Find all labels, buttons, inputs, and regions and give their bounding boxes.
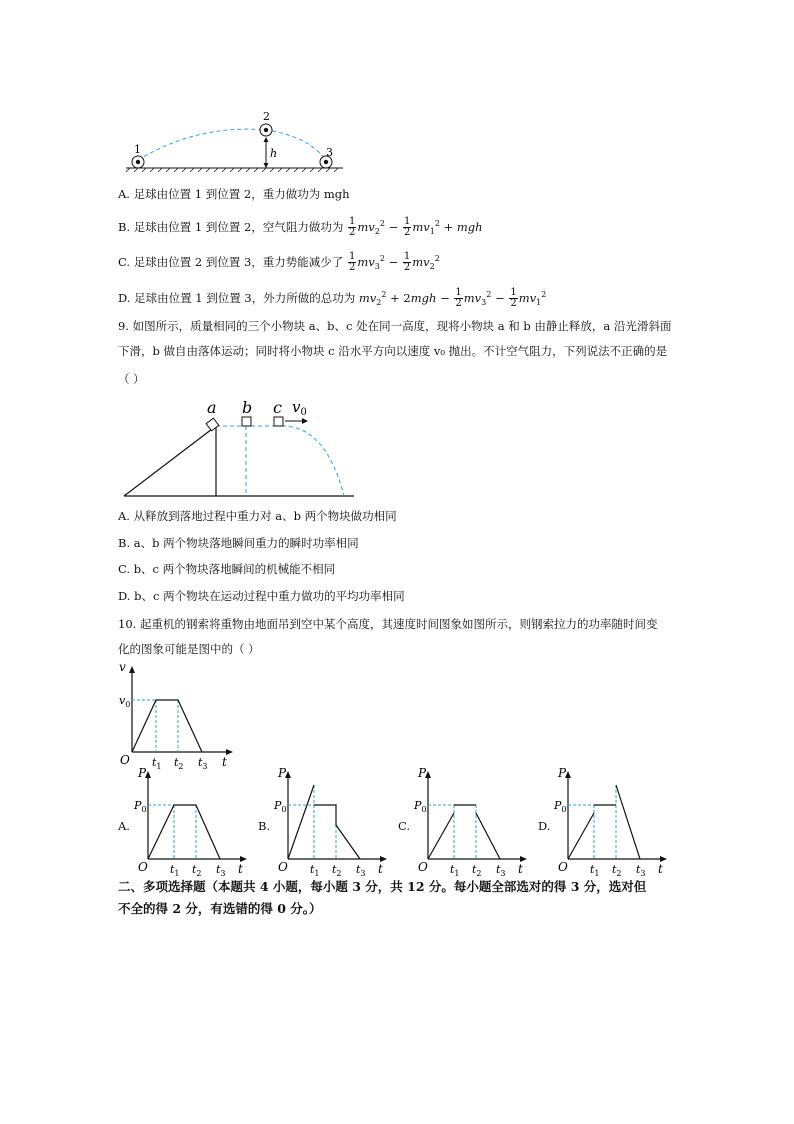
q10-option-a-letter: A. bbox=[118, 819, 130, 833]
svg-text:O: O bbox=[278, 860, 288, 874]
svg-text:t1: $t_1$ bbox=[450, 863, 460, 878]
label-v0: $v_0$ bbox=[292, 398, 307, 418]
fraction-half: $\frac{1}{2}$ bbox=[403, 216, 411, 239]
svg-text:O: O bbox=[138, 860, 148, 874]
position-label-2: 2 bbox=[263, 110, 270, 123]
q10-option-b-graph bbox=[274, 765, 398, 878]
q9-answer-paren: （ ） bbox=[118, 372, 145, 386]
svg-text:P: P bbox=[558, 766, 567, 780]
x-tick-t3: $t_3$ bbox=[198, 756, 208, 771]
svg-text:t3: $t_3$ bbox=[216, 863, 226, 878]
label-c: c bbox=[273, 398, 282, 417]
q8-option-b: B. 足球由位置 1 到位置 2，空气阻力做功为 $\frac{1}{2}$ $mv_2^2$ − $\frac{1}{2}$ $mv_1^2$ + mgh bbox=[118, 216, 483, 239]
velocity-curve bbox=[132, 700, 202, 752]
svg-text:t1: $t_1$ bbox=[590, 863, 600, 878]
svg-text:t2: $t_2$ bbox=[472, 863, 482, 878]
svg-text:t2: $t_2$ bbox=[192, 863, 202, 878]
svg-text:P0: $P_0$ bbox=[554, 799, 567, 814]
height-arrow-head-top bbox=[264, 137, 269, 142]
q9-stem-line1: 9. 如图所示，质量相同的三个小物块 a、b、c 处在同一高度，现将小物块 a 和 b 由静止释放，a 沿光滑斜面 bbox=[118, 319, 672, 333]
q9-incline-figure bbox=[118, 396, 358, 500]
q10-vt-graph bbox=[118, 660, 238, 770]
q9-option-c: C. b、c 两个物块落地瞬间的机械能不相同 bbox=[118, 562, 336, 576]
block-b bbox=[242, 417, 251, 426]
power-curve-c-rise bbox=[428, 813, 454, 859]
svg-text:P0: $P_0$ bbox=[134, 799, 147, 814]
svg-text:t3: $t_3$ bbox=[636, 863, 646, 878]
ball-trajectory-dashed bbox=[138, 129, 326, 160]
svg-text:t1: $t_1$ bbox=[310, 863, 320, 878]
q10-option-a-graph bbox=[134, 765, 258, 878]
label-a: a bbox=[207, 398, 217, 417]
svg-text:O: O bbox=[418, 860, 428, 874]
svg-text:P0: $P_0$ bbox=[274, 799, 287, 814]
svg-text:P: P bbox=[138, 766, 147, 780]
x-axis-label: t bbox=[222, 755, 227, 769]
section2-heading-line1: 二、多项选择题（本题共 4 小题，每小题 3 分，共 12 分。每小题全部选对的得 3 分，选对但 bbox=[118, 879, 647, 894]
position-label-3: 3 bbox=[326, 146, 333, 159]
incline-triangle bbox=[124, 426, 216, 496]
q8-option-b-text: B. 足球由位置 1 到位置 2，空气阻力做功为 bbox=[118, 219, 344, 234]
svg-text:t: t bbox=[238, 862, 243, 876]
height-label: h bbox=[270, 147, 278, 160]
football-trajectory-figure bbox=[118, 110, 358, 172]
fraction-half: $\frac{1}{2}$ bbox=[348, 251, 356, 274]
fraction-half: $\frac{1}{2}$ bbox=[510, 287, 517, 310]
q10-option-b-letter: B. bbox=[258, 819, 271, 833]
q10-stem-line1: 10. 起重机的钢索将重物由地面吊到空中某个高度，其速度时间图象如图所示，则钢索拉力的功率随时间变 bbox=[118, 617, 658, 631]
q10-stem-line2: 化的图象可能是图中的（ ） bbox=[118, 642, 260, 656]
q10-option-d-letter: D. bbox=[538, 819, 551, 833]
q9-option-a: A. 从释放到落地过程中重力对 a、b 两个物块做功相同 bbox=[118, 509, 397, 523]
power-curve-b-rest bbox=[314, 805, 360, 859]
q10-option-d-graph bbox=[554, 765, 678, 878]
q9-option-d: D. b、c 两个物块在运动过程中重力做功的平均功率相同 bbox=[118, 589, 405, 603]
q9-option-b: B. a、b 两个物块落地瞬间重力的瞬时功率相同 bbox=[118, 536, 359, 550]
x-axis-arrow bbox=[226, 749, 233, 755]
origin-label: O bbox=[120, 753, 130, 767]
q10-option-c-letter: C. bbox=[398, 819, 411, 833]
q8-option-c: C. 足球由位置 2 到位置 3，重力势能减少了 $\frac{1}{2}$ $mv_3^2$ − $\frac{1}{2}$ $mv_2^2$ bbox=[118, 251, 440, 274]
svg-text:P: P bbox=[418, 766, 427, 780]
block-c bbox=[274, 417, 283, 426]
c-projectile-dashed-curve bbox=[282, 426, 344, 496]
q8-option-d: D. 足球由位置 1 到位置 3，外力所做的总功为 $mv_2^2 + 2mgh$ − $\frac{1}{2}$ $mv_3^2$ − $\frac{1}{2}$ $mv_1^2$ bbox=[118, 287, 547, 310]
height-arrow-head-bottom bbox=[264, 163, 269, 168]
svg-text:P: P bbox=[278, 766, 287, 780]
svg-text:t: t bbox=[378, 862, 383, 876]
svg-text:t: t bbox=[658, 862, 663, 876]
x-tick-t1: $t_1$ bbox=[152, 756, 162, 771]
x-tick-t2: $t_2$ bbox=[174, 756, 184, 771]
q8-option-c-text: C. 足球由位置 2 到位置 3，重力势能减少了 bbox=[118, 254, 344, 269]
y-axis-arrow bbox=[129, 666, 135, 673]
svg-text:t: t bbox=[518, 862, 523, 876]
football-icon-1 bbox=[132, 156, 144, 168]
ground-hatching bbox=[126, 168, 338, 172]
svg-text:t1: $t_1$ bbox=[170, 863, 180, 878]
power-curve-d-fall bbox=[616, 785, 640, 859]
power-curve-b-rise bbox=[288, 785, 314, 859]
svg-text:t3: $t_3$ bbox=[356, 863, 366, 878]
q8-option-a: A. 足球由位置 1 到位置 2，重力做功为 mgh bbox=[118, 187, 350, 201]
section2-heading bbox=[118, 876, 698, 920]
power-curve-c-fall bbox=[476, 813, 500, 859]
y-tick-v0: $v_0$ bbox=[119, 694, 131, 709]
football-icon-2 bbox=[260, 124, 272, 136]
power-curve-a bbox=[148, 805, 220, 859]
section2-heading-line2: 不全的得 2 分，有选错的得 0 分。） bbox=[118, 901, 322, 916]
svg-text:t3: $t_3$ bbox=[496, 863, 506, 878]
q10-option-c-graph bbox=[414, 765, 538, 878]
svg-text:t2: $t_2$ bbox=[612, 863, 622, 878]
fraction-half: $\frac{1}{2}$ bbox=[455, 287, 462, 310]
svg-text:P0: $P_0$ bbox=[414, 799, 427, 814]
fraction-half: $\frac{1}{2}$ bbox=[349, 216, 356, 239]
label-b: b bbox=[242, 398, 253, 417]
q8-option-d-text: D. 足球由位置 1 到位置 3，外力所做的总功为 bbox=[118, 290, 356, 305]
svg-text:t2: $t_2$ bbox=[332, 863, 342, 878]
velocity-arrow-head bbox=[302, 418, 308, 424]
q9-stem-line2: 下滑，b 做自由落体运动；同时将小物块 c 沿水平方向以速度 v₀ 抛出。不计空气阻力，下列说法不正确的是 bbox=[118, 344, 668, 358]
power-curve-d-rise bbox=[568, 813, 594, 859]
svg-text:O: O bbox=[558, 860, 568, 874]
y-axis-label: v bbox=[119, 660, 126, 674]
position-label-1: 1 bbox=[134, 143, 141, 156]
block-a bbox=[206, 418, 219, 431]
fraction-half: $\frac{1}{2}$ bbox=[403, 251, 411, 274]
